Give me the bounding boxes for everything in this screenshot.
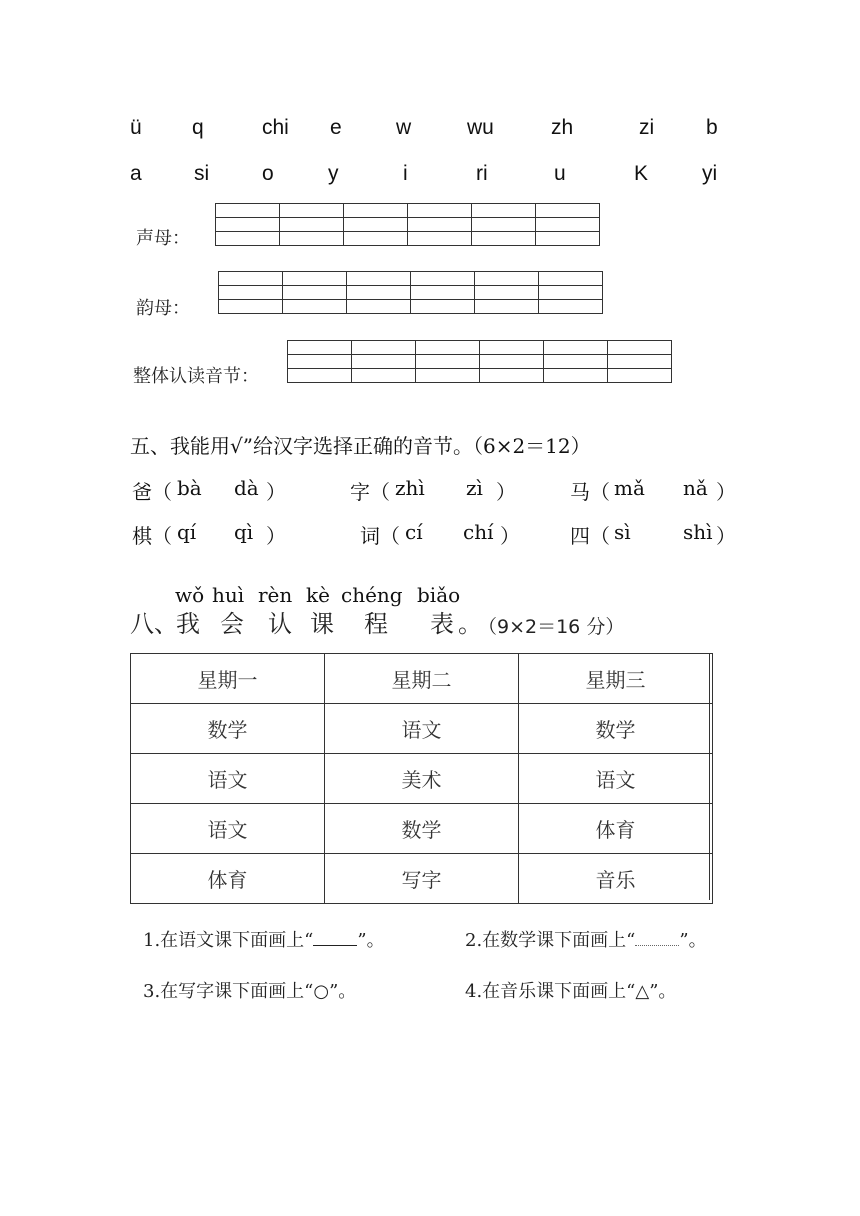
table-cell[interactable]: 语文 — [131, 754, 325, 804]
pinyin-item: K — [634, 162, 649, 185]
task-2: 2.在数学课下面画上“ ”。 — [465, 930, 707, 951]
task-3: 3.在写字课下面画上“○”。 — [143, 981, 357, 1002]
pinyin-item: e — [330, 116, 342, 139]
pinyin-item: chi — [262, 116, 289, 139]
straight-underline-mark — [313, 933, 357, 946]
table-cell[interactable]: 美术 — [325, 754, 519, 804]
pinyin-item: ri — [476, 162, 488, 185]
pinyin-item: si — [194, 162, 210, 185]
task-1: 1.在语文课下面画上“ ”。 — [143, 930, 385, 951]
pinyin-item: wu — [467, 116, 494, 139]
table-cell[interactable]: 写字 — [325, 854, 519, 904]
table-cell[interactable]: 语文 — [325, 704, 519, 754]
table-cell[interactable]: 体育 — [519, 804, 713, 854]
class-schedule-table — [130, 653, 713, 904]
table-header-cell: 星期二 — [325, 654, 519, 704]
task-4: 4.在音乐课下面画上“△”。 — [465, 981, 677, 1002]
option[interactable]: qì — [234, 520, 254, 544]
option[interactable]: bà — [177, 476, 202, 500]
option[interactable]: zhì — [395, 476, 425, 500]
table-header-cell: 星期一 — [131, 654, 325, 704]
pinyin-item: o — [262, 162, 274, 185]
option[interactable]: qí — [177, 520, 197, 544]
option[interactable]: shì — [683, 520, 713, 544]
pinyin-item: i — [403, 162, 408, 185]
shengmu-label: 声母： — [136, 228, 190, 249]
table-row — [131, 704, 713, 754]
pinyin-item: zi — [639, 116, 655, 139]
table-cell[interactable]: 体育 — [131, 854, 325, 904]
pinyin-item: q — [192, 116, 204, 139]
pinyin-item: w — [396, 116, 412, 139]
table-row — [131, 854, 713, 904]
pinyin-item: y — [328, 162, 339, 185]
table-header-row — [131, 654, 713, 704]
table-cell[interactable]: 语文 — [131, 804, 325, 854]
table-cell[interactable]: 数学 — [131, 704, 325, 754]
section-5-title: 五、我能用√”给汉字选择正确的音节。（6×2＝12） — [130, 434, 591, 458]
zhengti-writing-grid[interactable] — [287, 340, 672, 383]
table-cell[interactable]: 数学 — [325, 804, 519, 854]
shengmu-writing-grid[interactable] — [215, 203, 600, 246]
option[interactable]: chí — [463, 520, 494, 544]
pinyin-item: zh — [551, 116, 574, 139]
pinyin-item: yi — [702, 162, 718, 185]
option[interactable]: mǎ — [614, 476, 645, 500]
pinyin-item: a — [130, 162, 142, 185]
zhengti-label: 整体认读音节： — [133, 366, 259, 387]
option[interactable]: zì — [466, 476, 483, 500]
table-cell[interactable]: 音乐 — [519, 854, 713, 904]
pinyin-item: b — [706, 116, 718, 139]
pinyin-item: u — [554, 162, 566, 185]
option[interactable]: sì — [614, 520, 631, 544]
option[interactable]: cí — [405, 520, 423, 544]
yunmu-writing-grid[interactable] — [218, 271, 603, 314]
section-8-score: （9×2＝16 分） — [478, 616, 625, 638]
pinyin-item: ü — [130, 116, 142, 139]
wavy-underline-mark — [635, 937, 679, 946]
table-header-cell: 星期三 — [519, 654, 713, 704]
option[interactable]: dà — [234, 476, 259, 500]
table-row — [131, 804, 713, 854]
table-cell[interactable]: 语文 — [519, 754, 713, 804]
yunmu-label: 韵母： — [136, 298, 190, 319]
option[interactable]: nǎ — [683, 476, 708, 500]
table-cell[interactable]: 数学 — [519, 704, 713, 754]
table-outer-border — [709, 653, 710, 900]
table-row — [131, 754, 713, 804]
